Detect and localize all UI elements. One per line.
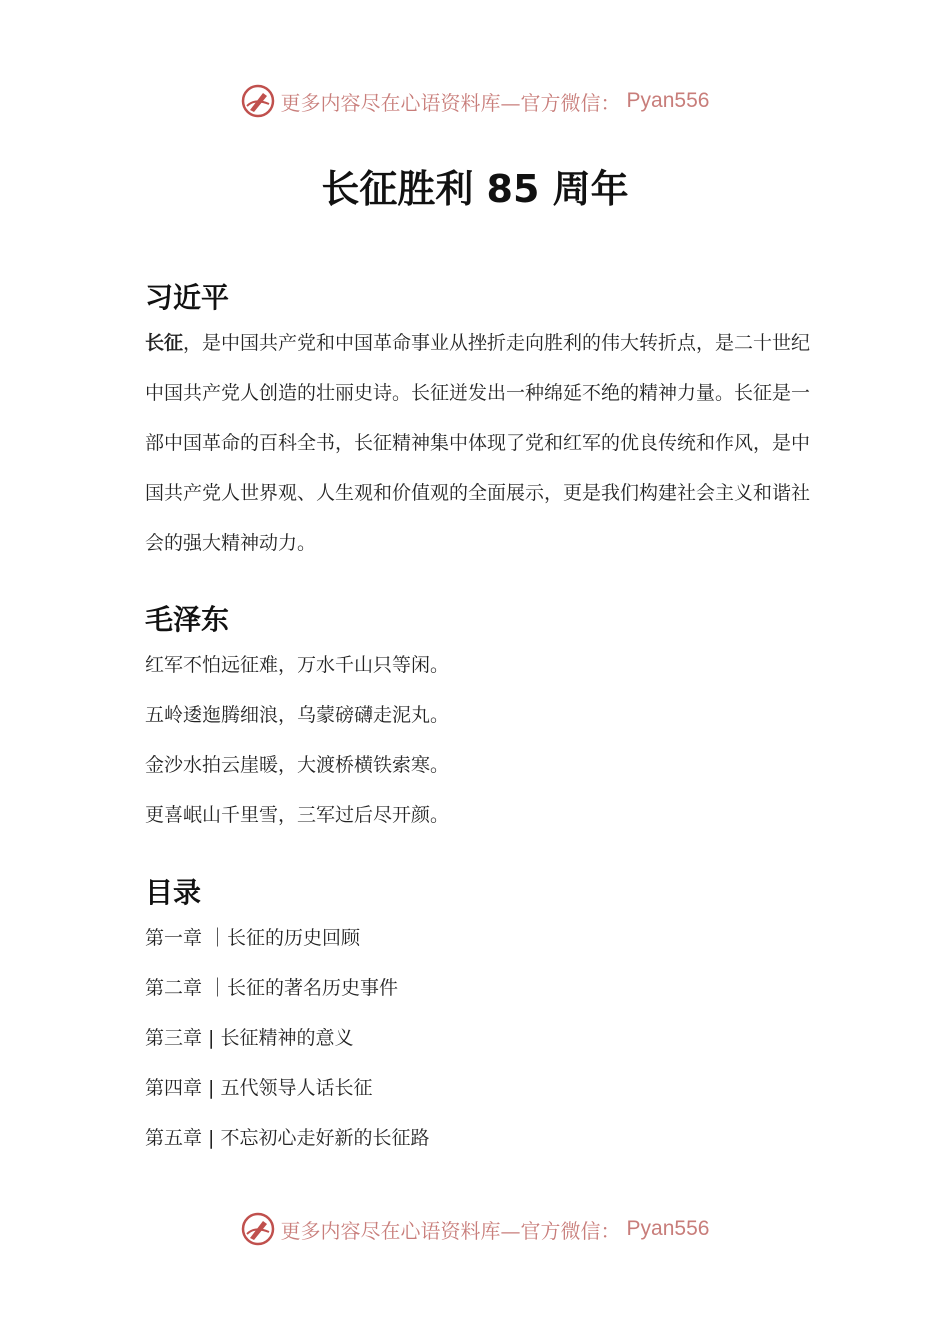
section-heading: 习近平 (145, 281, 230, 314)
watermark-text: 更多内容尽在心语资料库—官方微信： (280, 90, 621, 115)
watermark-text: 更多内容尽在心语资料库—官方微信： (280, 1218, 621, 1243)
section-toc (145, 873, 815, 1163)
section-heading: 目录 (145, 876, 202, 909)
quote-paragraph (145, 318, 815, 568)
quote-lead: 长征 (145, 332, 184, 354)
toc-item[interactable]: 第三章 | 长征精神的意义 (145, 1027, 354, 1049)
poem-line: 更喜岷山千里雪，三军过后尽开颜。 (145, 804, 450, 826)
page-title: 长征胜利 85 周年 (321, 167, 629, 211)
footer-watermark (0, 1212, 950, 1246)
pen-logo-icon (241, 1212, 275, 1246)
section-mao (145, 600, 815, 840)
watermark-wechat-id: Pyan556 (626, 89, 710, 112)
poem-line: 金沙水拍云崖暖，大渡桥横铁索寒。 (145, 754, 450, 776)
toc-item[interactable]: 第五章 | 不忘初心走好新的长征路 (145, 1127, 430, 1149)
quote-body: ，是中国共产党和中国革命事业从挫折走向胜利的伟大转折点，是二十世纪中国共产党人创造的壮丽史诗。长征迸发出一种绵延不绝的精神力量。长征是一部中国革命的百科全书，长征精神集中体现了党和红军的优良传统和作风，是中国共产党人世界观、人生观和价值观的全面展示，更是我们构建社会主义和谐社会的强大精神动力。 (145, 332, 811, 554)
header-watermark (0, 84, 950, 118)
toc-item[interactable]: 第一章 ｜长征的历史回顾 (145, 927, 361, 949)
pen-logo-icon (241, 84, 275, 118)
poem-line: 五岭逶迤腾细浪，乌蒙磅礴走泥丸。 (145, 704, 450, 726)
section-heading: 毛泽东 (145, 603, 230, 636)
toc-item[interactable]: 第四章 | 五代领导人话长征 (145, 1077, 373, 1099)
section-xi (145, 278, 815, 568)
poem-line: 红军不怕远征难，万水千山只等闲。 (145, 654, 450, 676)
watermark-wechat-id: Pyan556 (626, 1217, 710, 1240)
toc-item[interactable]: 第二章 ｜长征的著名历史事件 (145, 977, 399, 999)
